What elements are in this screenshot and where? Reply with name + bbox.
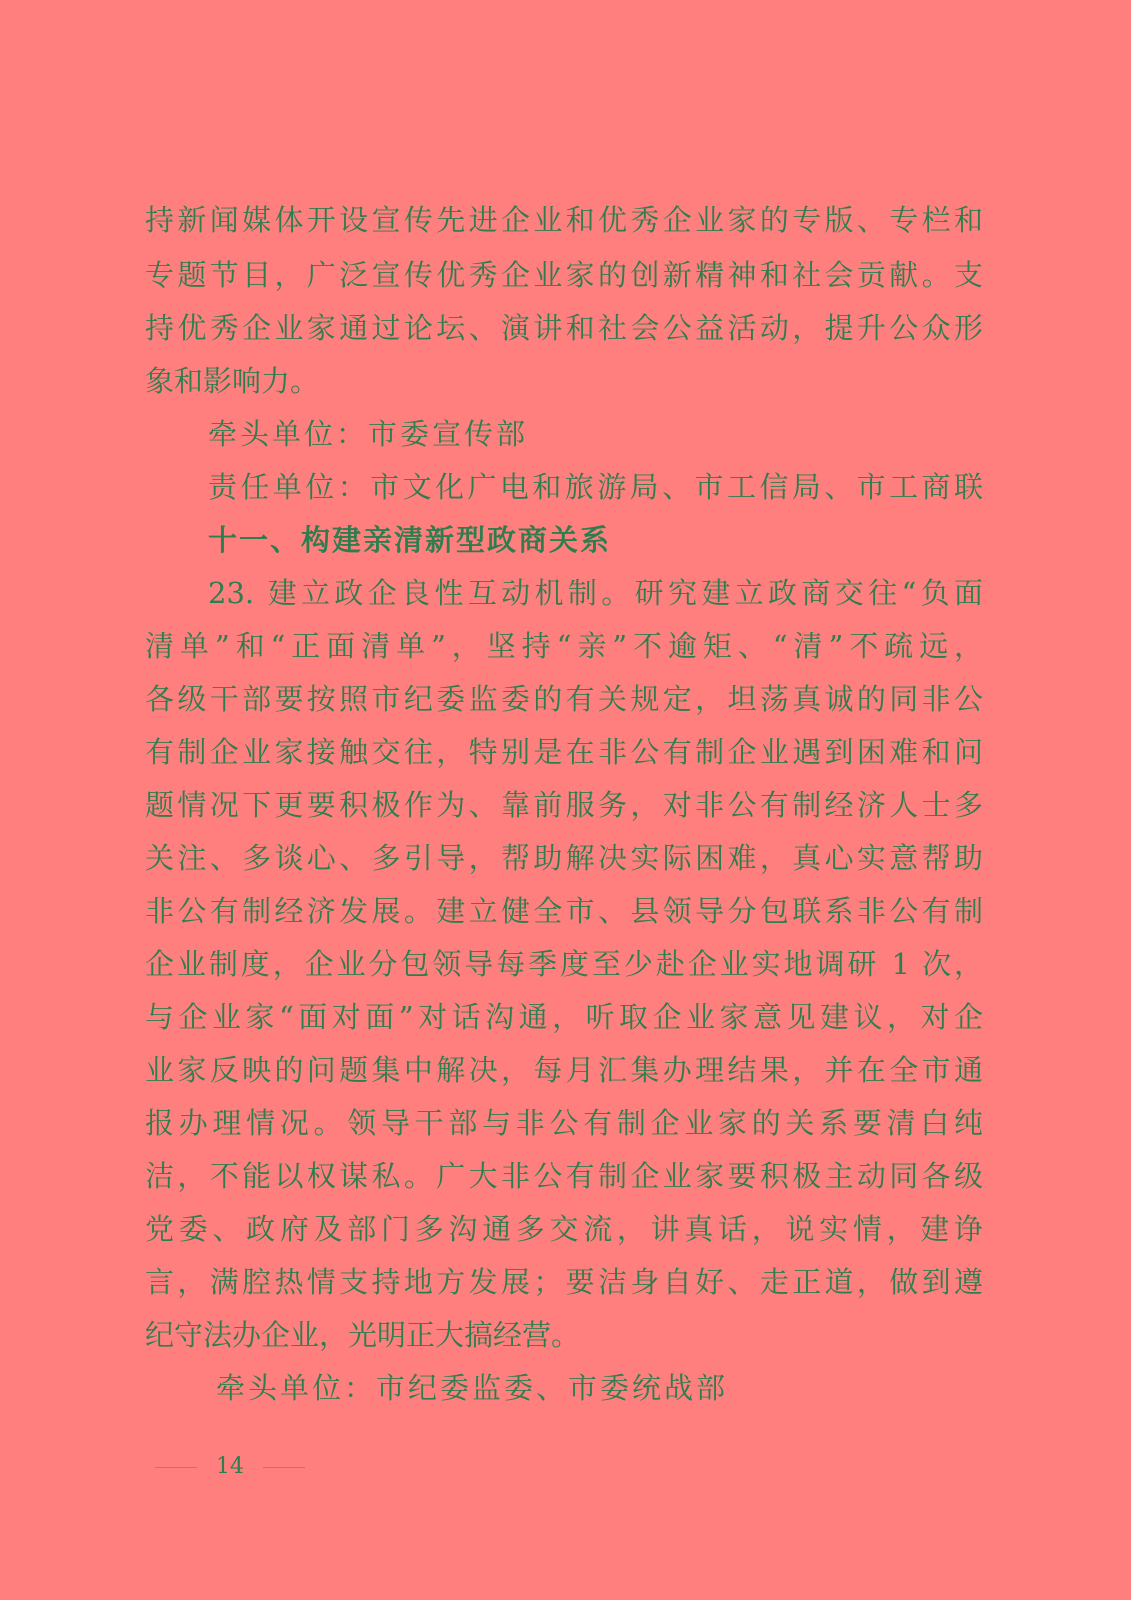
- lead-unit-label: 牵头单位：市纪委监委、市委统战部: [216, 1371, 729, 1405]
- paragraph-line: 言，满腔热情支持地方发展；要洁身自好、走正道，做到遵: [145, 1265, 983, 1299]
- paragraph-line: 23. 建立政企良性互动机制。研究建立政商交往“负面: [208, 576, 983, 610]
- paragraph-line: 题情况下更要积极作为、靠前服务，对非公有制经济人士多: [145, 788, 983, 822]
- paragraph-line: 专题节目，广泛宣传优秀企业家的创新精神和社会贡献。支: [145, 258, 983, 292]
- paragraph-line: 象和影响力。: [145, 364, 320, 398]
- paragraph-line: 关注、多谈心、多引导，帮助解决实际困难，真心实意帮助: [145, 841, 983, 875]
- responsible-unit-label: 责任单位：市文化广电和旅游局、市工信局、市工商联: [208, 470, 983, 504]
- paragraph-line: 洁，不能以权谋私。广大非公有制企业家要积极主动同各级: [145, 1159, 983, 1193]
- page-footer: [155, 1452, 305, 1482]
- paragraph-line: 清单”和“正面清单”，坚持“亲”不逾矩、“清”不疏远，: [145, 629, 983, 663]
- page-number: 14: [216, 1454, 244, 1479]
- paragraph-line: 持优秀企业家通过论坛、演讲和社会公益活动，提升公众形: [145, 311, 983, 345]
- paragraph-line: 各级干部要按照市纪委监委的有关规定，坦荡真诚的同非公: [145, 682, 983, 716]
- paragraph-line: 纪守法办企业，光明正大搞经营。: [145, 1318, 581, 1352]
- paragraph-line: 与企业家“面对面”对话沟通，听取企业家意见建议，对企: [145, 1000, 983, 1034]
- paragraph-line: 报办理情况。领导干部与非公有制企业家的关系要清白纯: [145, 1106, 983, 1140]
- footer-dash-right: [263, 1467, 305, 1468]
- paragraph-line: 党委、政府及部门多沟通多交流，讲真话，说实情，建诤: [145, 1212, 983, 1246]
- section-heading: 十一、构建亲清新型政商关系: [208, 523, 612, 557]
- paragraph-line: 持新闻媒体开设宣传先进企业和优秀企业家的专版、专栏和: [145, 203, 983, 237]
- footer-dash-left: [155, 1467, 197, 1468]
- paragraph-line: 非公有制经济发展。建立健全市、县领导分包联系非公有制: [145, 894, 983, 928]
- paragraph-line: 企业制度，企业分包领导每季度至少赴企业实地调研 1 次，: [145, 947, 983, 981]
- paragraph-line: 有制企业家接触交往，特别是在非公有制企业遇到困难和问: [145, 735, 983, 769]
- paragraph-line: 业家反映的问题集中解决，每月汇集办理结果，并在全市通: [145, 1053, 983, 1087]
- lead-unit-label: 牵头单位：市委宣传部: [208, 417, 529, 451]
